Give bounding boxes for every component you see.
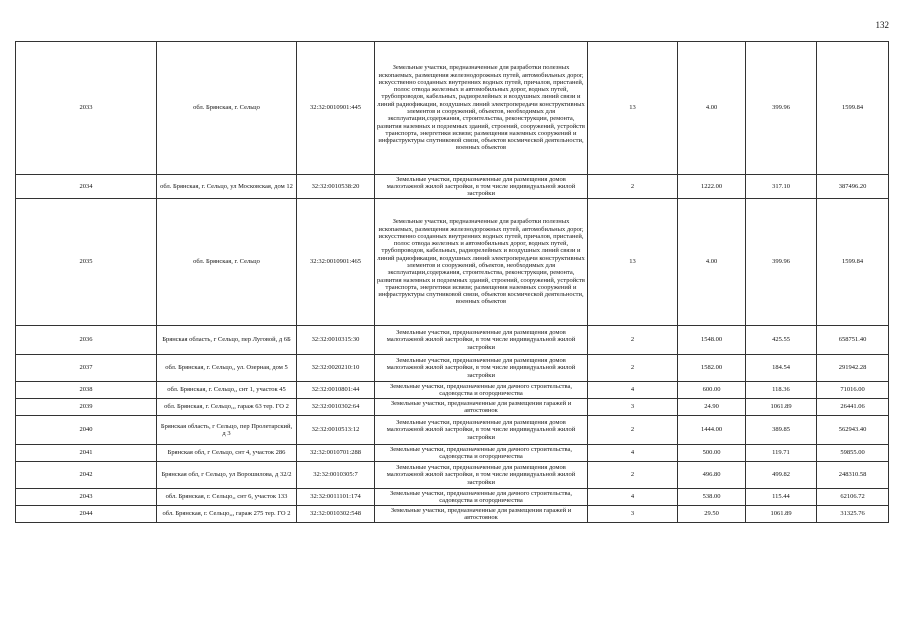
rate-cell: 538.00 [678, 489, 746, 506]
page-number: 132 [875, 20, 889, 30]
rate-cell: 496.80 [678, 462, 746, 489]
land-use-cell: Земельные участки, предназначенные для размещения домов малоэтажной жилой застройки, в том числе индивидуальной жилой застройки [375, 416, 588, 445]
address-cell: обл. Брянская, г. Сельцо,, снт 1, участок 45 [157, 382, 297, 399]
cadastral-number-cell: 32:32:0010513:12 [297, 416, 375, 445]
cadastral-value-cell: 1599.84 [817, 199, 889, 326]
group-cell: 13 [588, 199, 678, 326]
table-row [16, 326, 889, 355]
cadastral-number-cell: 32:32:0010305:7 [297, 462, 375, 489]
cadastral-value-cell: 71016.00 [817, 382, 889, 399]
land-use-cell: Земельные участки, предназначенные для размещения домов малоэтажной жилой застройки, в том числе индивидуальной жилой застройки [375, 326, 588, 355]
rate-cell: 1548.00 [678, 326, 746, 355]
row-number: 2041 [16, 445, 157, 462]
rate-cell: 4.00 [678, 42, 746, 175]
land-use-cell: Земельные участки, предназначенные для разработки полезных ископаемых, размещения железнодорожных путей, автомобильных дорог, искусственно созданных внутренних водных путей, причалов, пристаней, полос отвода железных и автомобильных дорог, водных путей, трубопроводов, кабельных, радиорелейных и воздушных линий связи и линий радиофикации, воздушных линий электропередачи конструктивных элементов и сооружений, объектов, необходимых для эксплуатации,содержания, строительства, реконструкции, ремонта, развития наземных и подземных зданий, строений, сооружений, устройств транспорта, энергетики исвязи; размещения наземных сооружений и инфраструктуры спутниковой связи, объектов космической деятельности, военных объектов [375, 42, 588, 175]
land-use-cell: Земельные участки, предназначенные для размещения домов малоэтажной жилой застройки, в том числе индивидуальной жилой застройки [375, 462, 588, 489]
specific-value-cell: 1061.89 [746, 399, 817, 416]
specific-value-cell: 184.54 [746, 355, 817, 382]
cadastral-number-cell: 32:32:0011101:174 [297, 489, 375, 506]
row-number: 2036 [16, 326, 157, 355]
land-use-cell: Земельные участки, предназначенные для дачного строительства, садоводства и огородничества [375, 489, 588, 506]
land-registry-table [15, 41, 889, 523]
table-row [16, 462, 889, 489]
cadastral-number-cell: 32:32:0010901:445 [297, 42, 375, 175]
table-row [16, 506, 889, 523]
cadastral-value-cell: 1599.84 [817, 42, 889, 175]
row-number: 2040 [16, 416, 157, 445]
group-cell: 4 [588, 445, 678, 462]
land-use-cell: Земельные участки, предназначенные для разработки полезных ископаемых, размещения железнодорожных путей, автомобильных дорог, искусственно созданных внутренних водных путей, причалов, пристаней, полос отвода железных и автомобильных дорог, водных путей, трубопроводов, кабельных, радиорелейных и воздушных линий связи и линий радиофикации, воздушных линий электропередачи конструктивных элементов и сооружений, объектов, необходимых для эксплуатации,содержания, строительства, реконструкции, ремонта, развития наземных и подземных зданий, строений, сооружений, устройств транспорта, энергетики исвязи; размещения наземных сооружений и инфраструктуры спутниковой связи, объектов космической деятельности, военных объектов [375, 199, 588, 326]
cadastral-number-cell: 32:32:0010302:64 [297, 399, 375, 416]
group-cell: 2 [588, 416, 678, 445]
group-cell: 2 [588, 355, 678, 382]
specific-value-cell: 389.85 [746, 416, 817, 445]
specific-value-cell: 425.55 [746, 326, 817, 355]
row-number: 2037 [16, 355, 157, 382]
cadastral-value-cell: 658751.40 [817, 326, 889, 355]
table-row [16, 42, 889, 175]
address-cell: Брянская область, г Сельцо, пер Пролетарский, д 3 [157, 416, 297, 445]
address-cell: Брянская область, г Сельцо, пер Луговой, д 6Б [157, 326, 297, 355]
specific-value-cell: 1061.89 [746, 506, 817, 523]
row-number: 2038 [16, 382, 157, 399]
row-number: 2042 [16, 462, 157, 489]
rate-cell: 4.00 [678, 199, 746, 326]
address-cell: Брянская обл, г Сельцо, ул Ворошилова, д 32/2 [157, 462, 297, 489]
table-row [16, 382, 889, 399]
cadastral-number-cell: 32:32:0010315:30 [297, 326, 375, 355]
cadastral-number-cell: 32:32:0020210:10 [297, 355, 375, 382]
land-use-cell: Земельные участки, предназначенные для дачного строительства, садоводства и огородничества [375, 382, 588, 399]
land-use-cell: Земельные участки, предназначенные для размещения гаражей и автостоянок [375, 506, 588, 523]
address-cell: обл. Брянская, г. Сельцо,,, гараж 275 тер. ГО 2 [157, 506, 297, 523]
group-cell: 2 [588, 326, 678, 355]
cadastral-value-cell: 387496.20 [817, 175, 889, 199]
land-use-cell: Земельные участки, предназначенные для размещения домов малоэтажной жилой застройки, в том числе индивидуальной жилой застройки [375, 175, 588, 199]
land-use-cell: Земельные участки, предназначенные для размещения домов малоэтажной жилой застройки, в том числе индивидуальной жилой застройки [375, 355, 588, 382]
group-cell: 3 [588, 399, 678, 416]
table-row [16, 199, 889, 326]
row-number: 2039 [16, 399, 157, 416]
group-cell: 4 [588, 382, 678, 399]
rate-cell: 24.90 [678, 399, 746, 416]
group-cell: 4 [588, 489, 678, 506]
row-number: 2044 [16, 506, 157, 523]
specific-value-cell: 115.44 [746, 489, 817, 506]
group-cell: 2 [588, 175, 678, 199]
rate-cell: 500.00 [678, 445, 746, 462]
specific-value-cell: 399.96 [746, 42, 817, 175]
address-cell: Брянская обл, г Сельцо, снт 4, участок 286 [157, 445, 297, 462]
cadastral-value-cell: 31325.76 [817, 506, 889, 523]
rate-cell: 1582.00 [678, 355, 746, 382]
table-row [16, 445, 889, 462]
cadastral-number-cell: 32:32:0010302:548 [297, 506, 375, 523]
row-number: 2035 [16, 199, 157, 326]
cadastral-value-cell: 248310.58 [817, 462, 889, 489]
row-number: 2043 [16, 489, 157, 506]
table-row [16, 355, 889, 382]
land-use-cell: Земельные участки, предназначенные для размещения гаражей и автостоянок [375, 399, 588, 416]
address-cell: обл. Брянская, г. Сельцо,,, гараж 63 тер. ГО 2 [157, 399, 297, 416]
cadastral-value-cell: 59855.00 [817, 445, 889, 462]
rate-cell: 29.50 [678, 506, 746, 523]
address-cell: обл. Брянская, г. Сельцо [157, 199, 297, 326]
rate-cell: 600.00 [678, 382, 746, 399]
cadastral-number-cell: 32:32:0010538:20 [297, 175, 375, 199]
rate-cell: 1222.00 [678, 175, 746, 199]
rate-cell: 1444.00 [678, 416, 746, 445]
group-cell: 2 [588, 462, 678, 489]
group-cell: 3 [588, 506, 678, 523]
address-cell: обл. Брянская, г. Сельцо,, ул. Озерная, дом 5 [157, 355, 297, 382]
table-row [16, 175, 889, 199]
cadastral-value-cell: 562943.40 [817, 416, 889, 445]
specific-value-cell: 317.10 [746, 175, 817, 199]
land-use-cell: Земельные участки, предназначенные для дачного строительства, садоводства и огородничества [375, 445, 588, 462]
row-number: 2033 [16, 42, 157, 175]
address-cell: обл. Брянская, г. Сельцо [157, 42, 297, 175]
address-cell: обл. Брянская, г. Сельцо,, снт 6, участок 133 [157, 489, 297, 506]
table-row [16, 399, 889, 416]
address-cell: обл. Брянская, г. Сельцо, ул Московская, дом 12 [157, 175, 297, 199]
table-row [16, 489, 889, 506]
cadastral-value-cell: 26441.06 [817, 399, 889, 416]
table-row [16, 416, 889, 445]
specific-value-cell: 118.36 [746, 382, 817, 399]
specific-value-cell: 499.82 [746, 462, 817, 489]
cadastral-value-cell: 62106.72 [817, 489, 889, 506]
cadastral-number-cell: 32:32:0010901:465 [297, 199, 375, 326]
cadastral-number-cell: 32:32:0010801:44 [297, 382, 375, 399]
cadastral-number-cell: 32:32:0010701:288 [297, 445, 375, 462]
specific-value-cell: 399.96 [746, 199, 817, 326]
group-cell: 13 [588, 42, 678, 175]
specific-value-cell: 119.71 [746, 445, 817, 462]
cadastral-value-cell: 291942.28 [817, 355, 889, 382]
row-number: 2034 [16, 175, 157, 199]
